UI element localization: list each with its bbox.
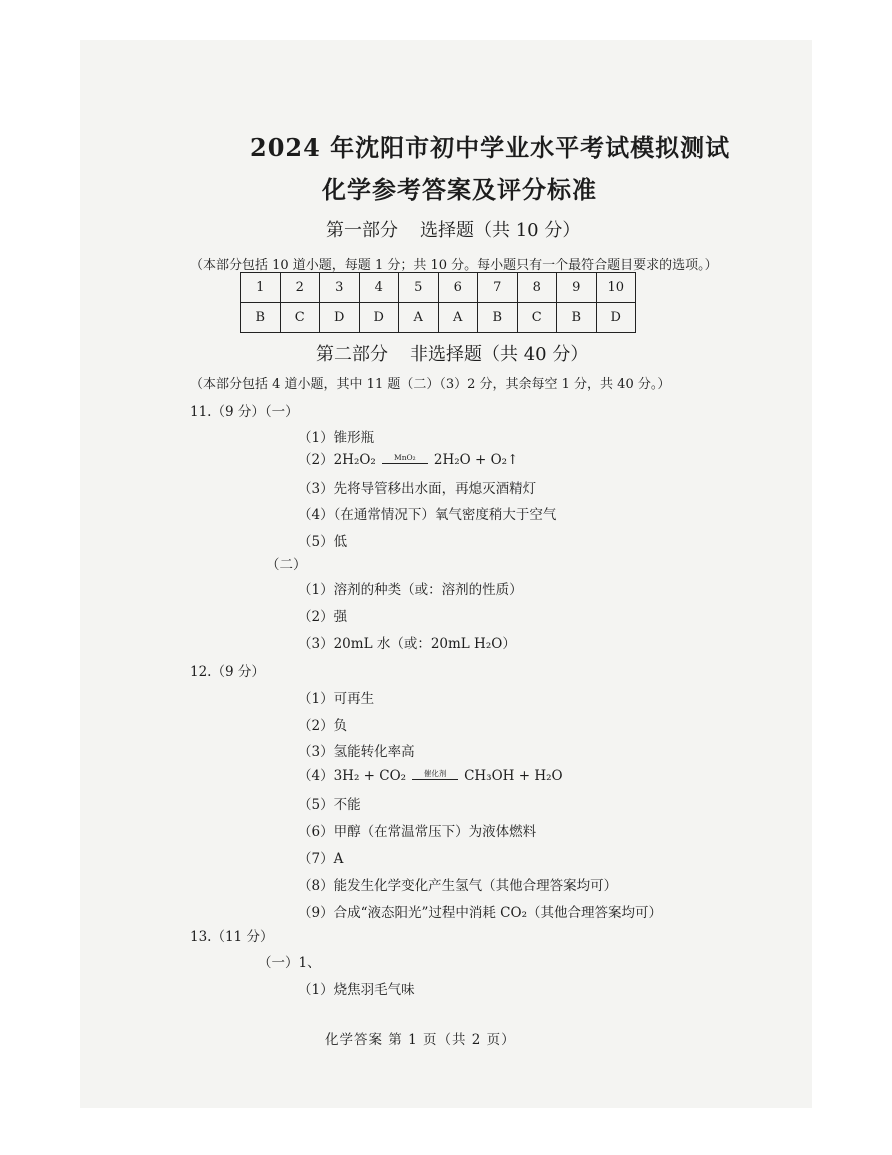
table-cell: B — [557, 303, 597, 333]
q12-answer-9: （9）合成“液态阳光”过程中消耗 CO₂（其他合理答案均可） — [298, 905, 662, 921]
table-cell: 10 — [596, 273, 636, 303]
part1-note: （本部分包括 10 道小题，每题 1 分；共 10 分。每小题只有一个最符合题目要求的选项。） — [190, 258, 718, 273]
reaction-arrow — [412, 770, 458, 780]
page-footer: 化学答案 第 1 页（共 2 页） — [325, 1032, 516, 1048]
q11-answer-4: （4）（在通常情况下）氧气密度稍大于空气 — [298, 507, 557, 523]
table-cell: 9 — [557, 273, 597, 303]
reaction-line — [412, 779, 458, 780]
table-cell: 6 — [438, 273, 478, 303]
table-cell: B — [478, 303, 518, 333]
q12-answer-4 — [298, 764, 563, 784]
q13-part-1-heading: （一）1、 — [258, 955, 321, 971]
answer-table — [240, 272, 636, 333]
q11-part-2-answer-1: （1）溶剂的种类（或：溶剂的性质） — [298, 582, 523, 598]
q11-answer-3: （3）先将导管移出水面，再熄灭酒精灯 — [298, 481, 537, 497]
question-number-row — [241, 273, 636, 303]
table-cell: A — [438, 303, 478, 333]
table-cell: C — [517, 303, 557, 333]
q12-answer-2: （2）负 — [298, 718, 348, 734]
part2-note: （本部分包括 4 道小题，其中 11 题（二）（3）2 分，其余每空 1 分，共 40 分。） — [190, 377, 671, 392]
table-cell: 1 — [241, 273, 281, 303]
table-cell: 7 — [478, 273, 518, 303]
table-cell: A — [399, 303, 439, 333]
q12-answer-6: （6）甲醇（在常温常压下）为液体燃料 — [298, 824, 537, 840]
page-title: 2024 年沈阳市初中学业水平考试模拟测试 — [250, 133, 731, 162]
reaction-condition: 催化剂 — [423, 769, 447, 778]
q13-answer-1: （1）烧焦羽毛气味 — [298, 982, 415, 998]
q11-part-2-heading: （二） — [266, 557, 307, 573]
q12-equation-product: CH₃OH + H₂O — [464, 768, 563, 784]
part2-heading — [316, 340, 588, 366]
q12-answer-5: （5）不能 — [298, 797, 361, 813]
table-cell: C — [280, 303, 320, 333]
table-cell: 8 — [517, 273, 557, 303]
q11-heading: 11.（9 分）（一） — [190, 404, 299, 420]
table-cell: D — [596, 303, 636, 333]
q12-answer-8: （8）能发生化学变化产生氢气（其他合理答案均可） — [298, 878, 618, 894]
part1-heading — [326, 216, 580, 242]
table-cell: B — [241, 303, 281, 333]
table-cell: D — [320, 303, 360, 333]
q11-answer-2-number: （2） — [298, 452, 334, 468]
q12-answer-4-number: （4） — [298, 768, 334, 784]
table-cell: 4 — [359, 273, 399, 303]
table-cell: 5 — [399, 273, 439, 303]
q11-answer-2 — [298, 448, 518, 468]
part1-name: 选择题（共 10 分） — [420, 220, 581, 241]
q11-answer-5: （5）低 — [298, 534, 348, 550]
q12-equation-reactant: 3H₂ + CO₂ — [333, 768, 407, 784]
table-cell: 3 — [320, 273, 360, 303]
q12-heading: 12.（9 分） — [190, 664, 265, 680]
q11-equation-reactant: 2H₂O₂ — [333, 452, 376, 468]
table-cell: 2 — [280, 273, 320, 303]
q11-answer-1: （1）锥形瓶 — [298, 430, 375, 446]
q12-answer-1: （1）可再生 — [298, 691, 375, 707]
q12-answer-7: （7）A — [298, 851, 344, 867]
q12-answer-3: （3）氢能转化率高 — [298, 744, 415, 760]
part1-label: 第一部分 — [326, 220, 398, 241]
part2-label: 第二部分 — [316, 344, 388, 365]
part2-name: 非选择题（共 40 分） — [410, 344, 589, 365]
q11-part-2-answer-2: （2）强 — [298, 609, 348, 625]
answer-row — [241, 303, 636, 333]
table-cell: D — [359, 303, 399, 333]
reaction-line — [382, 463, 428, 464]
q13-heading: 13.（11 分） — [190, 929, 274, 945]
q11-equation-product: 2H₂O + O₂↑ — [433, 452, 519, 468]
reaction-arrow — [382, 454, 428, 464]
page-subtitle: 化学参考答案及评分标准 — [322, 175, 597, 204]
reaction-condition: MnO₂ — [394, 453, 416, 462]
q11-part-2-answer-3: （3）20mL 水（或：20mL H₂O） — [298, 636, 516, 652]
